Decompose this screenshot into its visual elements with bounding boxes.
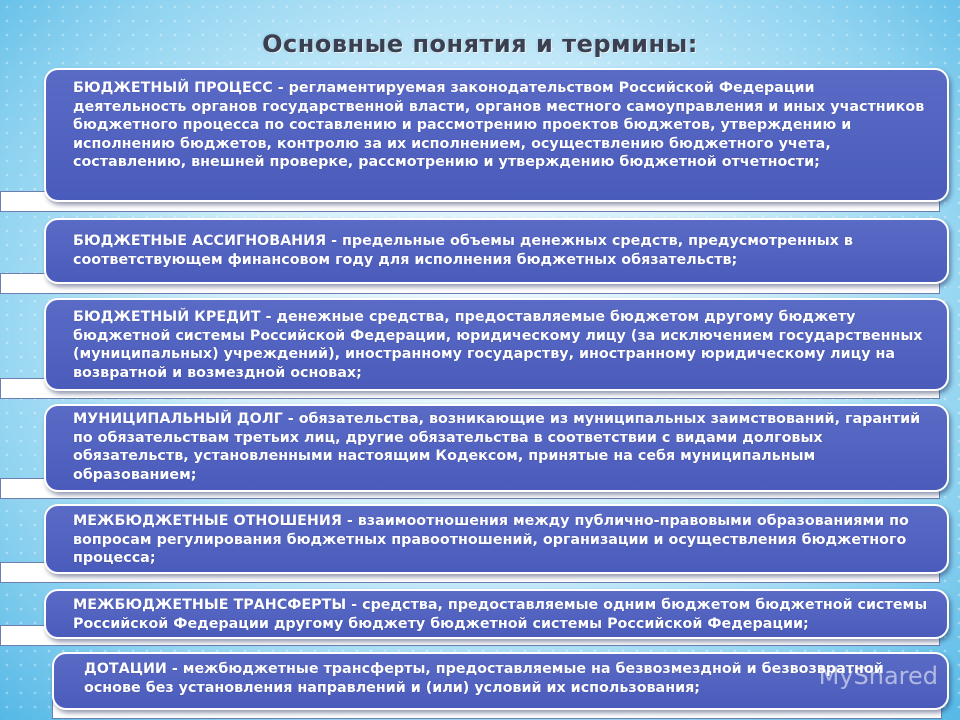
definition-text: - обязательства, возникающие из муниципальных заимствований, гарантий по обязательствам третьих лиц, другие обязательства в соответствии с видами долговых обязательств, установленными настоящим Кодексом, принятые на себя муниципальным образованием; [73, 411, 921, 483]
definition-term: МУНИЦИПАЛЬНЫЙ ДОЛГ [73, 411, 283, 427]
definition-interbudget-transfers [44, 589, 949, 639]
definition-budget-credit [44, 298, 949, 391]
definition-term: БЮДЖЕТНЫЕ АССИГНОВАНИЯ [73, 233, 327, 249]
definition-text: - денежные средства, предоставляемые бюджетом другому бюджету бюджетной системы Российской Федерации, юридическому лицу (за исключением государственных (муниципальных) учреждений), иностранному государству, иностранному юридическому лицу на возвратной и возмездной основах; [73, 309, 923, 381]
definition-text: - средства, предоставляемые одним бюджетом бюджетной системы Российской Федерации другому бюджету бюджетной системы Российской Федерации; [73, 597, 928, 632]
definition-term: БЮДЖЕТНЫЙ КРЕДИТ [73, 309, 261, 325]
definition-term: МЕЖБЮДЖЕТНЫЕ ОТНОШЕНИЯ [73, 513, 342, 529]
definition-budget-allocations [44, 218, 949, 284]
definition-term: МЕЖБЮДЖЕТНЫЕ ТРАНСФЕРТЫ [73, 597, 347, 613]
slide-title: Основные понятия и термины: [262, 30, 698, 58]
definition-budget-process [44, 68, 949, 202]
definition-text: - регламентируемая законодательством Российской Федерации деятельность органов государственной власти, органов местного самоуправления и иных участников бюджетного процесса по составлению и рассмотрению проектов бюджетов, утверждению и исполнению бюджетов, контролю за их исполнением, осуществлению бюджетного учета, составлению, внешней проверке, рассмотрению и утверждению бюджетной отчетности; [73, 80, 925, 170]
definition-term: ДОТАЦИИ [84, 661, 167, 677]
definition-interbudget-relations [44, 504, 949, 574]
definition-grants [52, 652, 949, 710]
definition-text: - предельные объемы денежных средств, предусмотренных в соответствующем финансовом году для исполнения бюджетных обязательств; [73, 233, 853, 268]
watermark: MyShared [818, 662, 938, 690]
definition-text: - межбюджетные трансферты, предоставляемые на безвозмездной и безвозвратной основе без установления направлений и (или) условий их использования; [84, 661, 884, 696]
definition-text: - взаимоотношения между публично-правовыми образованиями по вопросам регулирования бюджетных правоотношений, организации и осуществления бюджетного процесса; [73, 513, 909, 566]
definition-municipal-debt [44, 404, 949, 492]
definition-term: БЮДЖЕТНЫЙ ПРОЦЕСС [73, 80, 273, 96]
